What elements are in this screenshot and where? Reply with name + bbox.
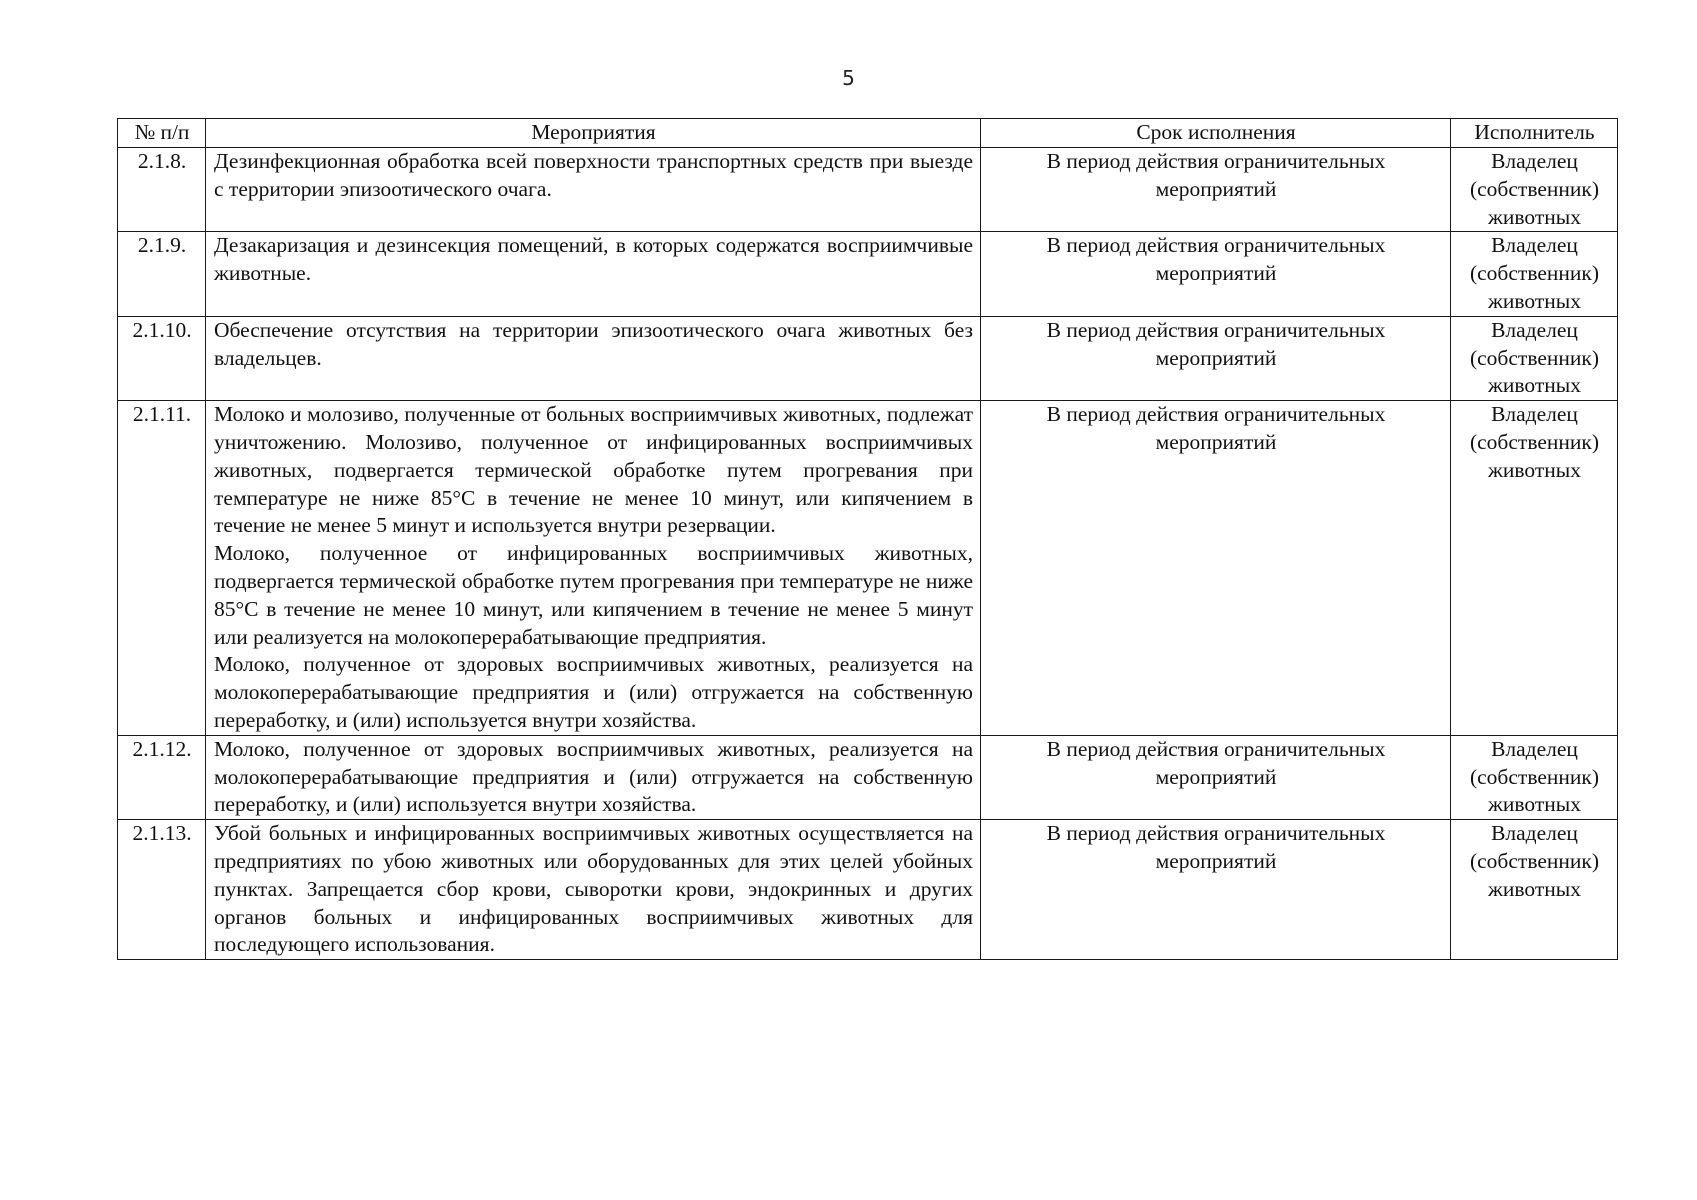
row-number: 2.1.13.	[118, 820, 206, 960]
row-executor: Владелец (собственник) животных	[1451, 316, 1618, 400]
header-term: Срок исполнения	[981, 119, 1451, 148]
header-executor: Исполнитель	[1451, 119, 1618, 148]
row-activity	[206, 735, 981, 819]
row-executor: Владелец (собственник) животных	[1451, 232, 1618, 316]
activity-paragraph: Молоко, полученное от здоровых восприимчивых животных, реализуется на молокоперерабатывающие предприятия и (или) отгружается на собственную переработку, и (или) используется внутри хозяйства.	[214, 736, 973, 817]
row-activity	[206, 148, 981, 232]
table-row	[118, 820, 1618, 960]
table-row	[118, 232, 1618, 316]
row-term: В период действия ограничительных мероприятий	[981, 820, 1451, 960]
activity-paragraph: Убой больных и инфицированных восприимчивых животных осуществляется на предприятиях по убою животных или оборудованных для этих целей убойных пунктах. Запрещается сбор крови, сыворотки крови, эндокринных и других органов больных и инфицированных восприимчивых животных для последующего использования.	[214, 821, 973, 957]
row-executor: Владелец (собственник) животных	[1451, 820, 1618, 960]
table-header-row	[118, 119, 1618, 148]
table-row	[118, 401, 1618, 736]
row-activity	[206, 316, 981, 400]
row-number: 2.1.12.	[118, 735, 206, 819]
activity-paragraph: Молоко, полученное от инфицированных восприимчивых животных, подвергается термической обработке путем прогревания при температуре не ниже 85°С в течение не менее 10 минут, или кипячением в течение не менее 5 минут или реализуется на молокоперерабатывающие предприятия.	[214, 541, 973, 649]
page-number: 5	[842, 66, 855, 90]
row-executor: Владелец (собственник) животных	[1451, 401, 1618, 736]
row-number: 2.1.9.	[118, 232, 206, 316]
activity-paragraph: Дезинфекционная обработка всей поверхности транспортных средств при выезде с территории эпизоотического очага.	[214, 149, 973, 201]
row-number: 2.1.11.	[118, 401, 206, 736]
table-row	[118, 735, 1618, 819]
header-num: № п/п	[118, 119, 206, 148]
header-activity: Мероприятия	[206, 119, 981, 148]
activity-paragraph: Молоко, полученное от здоровых восприимчивых животных, реализуется на молокоперерабатывающие предприятия и (или) отгружается на собственную переработку, и (или) используется внутри хозяйства.	[214, 652, 973, 732]
activity-paragraph: Обеспечение отсутствия на территории эпизоотического очага животных без владельцев.	[214, 317, 973, 370]
row-activity	[206, 820, 981, 960]
table-row	[118, 148, 1618, 232]
activity-paragraph: Дезакаризация и дезинсекция помещений, в которых содержатся восприимчивые животные.	[214, 233, 973, 286]
row-term: В период действия ограничительных мероприятий	[981, 316, 1451, 400]
activity-paragraph: Молоко и молозиво, полученные от больных восприимчивых животных, подлежат уничтожению. Молозиво, полученное от инфицированных восприимчивых животных, подвергается термической обработке путем прогревания при температуре не ниже 85°С в течение не менее 10 минут, или кипячением в течение не менее 5 минут и используется внутри резервации.	[214, 402, 973, 538]
measures-table	[117, 118, 1618, 960]
row-term: В период действия ограничительных мероприятий	[981, 735, 1451, 819]
row-term: В период действия ограничительных мероприятий	[981, 148, 1451, 232]
row-executor: Владелец (собственник) животных	[1451, 735, 1618, 819]
row-term: В период действия ограничительных мероприятий	[981, 401, 1451, 736]
table-row	[118, 316, 1618, 400]
row-number: 2.1.10.	[118, 316, 206, 400]
row-term: В период действия ограничительных мероприятий	[981, 232, 1451, 316]
row-activity	[206, 232, 981, 316]
row-activity	[206, 401, 981, 736]
row-executor: Владелец (собственник) животных	[1451, 148, 1618, 232]
row-number: 2.1.8.	[118, 148, 206, 232]
